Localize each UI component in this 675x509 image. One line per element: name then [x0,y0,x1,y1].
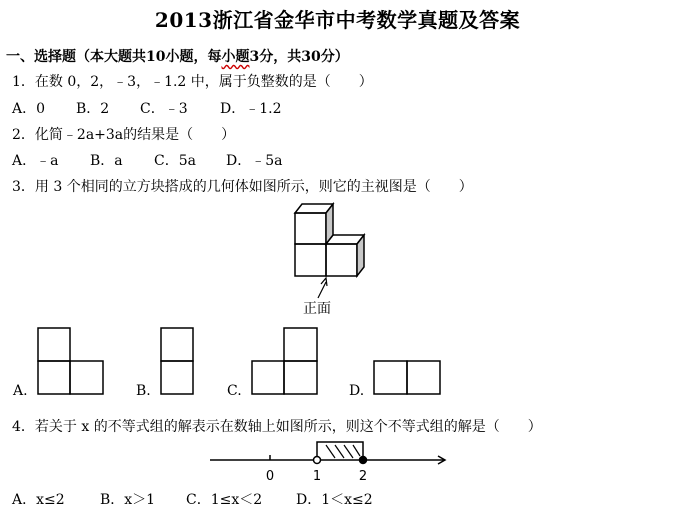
page-title: 2013浙江省金华市中考数学真题及答案 [154,8,521,32]
q4-option-a: A．x≤2 [12,492,65,508]
q2-option-d: D．﹣5a [226,153,283,169]
q1-option-d: D．﹣1.2 [220,101,282,117]
number-line-figure [208,436,450,486]
section-prefix: 一、选择题（本大题共10小题，每 [6,49,222,65]
section-heading [6,46,349,66]
q1-stem: 1．在数 0，2，﹣3，﹣1.2 中，属于负整数的是（ ） [12,74,373,90]
q3-option-c-figure [252,328,322,398]
cube-bottom-right-side [357,235,364,276]
q4-option-b: B．x＞1 [100,492,156,508]
front-arrow [318,282,326,298]
tick-label-2: 2 [358,469,368,484]
q3-option-b-label: B. [136,383,151,399]
q4-option-c: C．1≤x＜2 [186,492,263,508]
q1-option-a: A．0 [12,101,46,117]
cube-top-front [295,213,326,244]
q3-stem: 3．用 3 个相同的立方块搭成的几何体如图所示，则它的主视图是（ ） [12,179,473,195]
q2-option-b: B．a [90,153,123,169]
q4-options [12,489,373,509]
q3-option-d-figure [374,361,444,401]
solution-region-frame [317,442,363,460]
cube-top-side [326,204,333,244]
q1-options [12,98,282,118]
q1-option-c: C．﹣3 [140,101,188,117]
q2-option-a: A．﹣a [12,153,59,169]
cube-bottom-left-front [295,244,326,276]
section-emph: 小题 [221,49,250,65]
open-point-1 [314,457,321,464]
cube-figure [280,198,390,298]
q2-stem: 2．化简﹣2a+3a的结果是（ ） [12,127,236,143]
q1-option-b: B．2 [76,101,110,117]
section-suffix: 3分，共30分） [249,49,349,65]
q3-option-b-figure [161,328,201,398]
q2-options [12,150,282,170]
closed-point-2 [360,457,367,464]
front-label: 正面 [303,301,331,317]
solution-hatching [326,445,360,458]
tick-label-1: 1 [312,469,322,484]
q2-option-c: C．5a [154,153,196,169]
tick-label-0: 0 [265,469,275,484]
q4-option-d: D．1＜x≤2 [296,492,373,508]
q3-option-a-label: A. [13,383,28,399]
q4-stem: 4．若关于 x 的不等式组的解表示在数轴上如图所示，则这个不等式组的解是（ ） [12,419,542,435]
cube-bottom-right-front [326,244,357,276]
q3-option-c-label: C. [227,383,242,399]
q3-option-d-label: D. [349,383,365,399]
q3-option-a-figure [38,328,108,398]
